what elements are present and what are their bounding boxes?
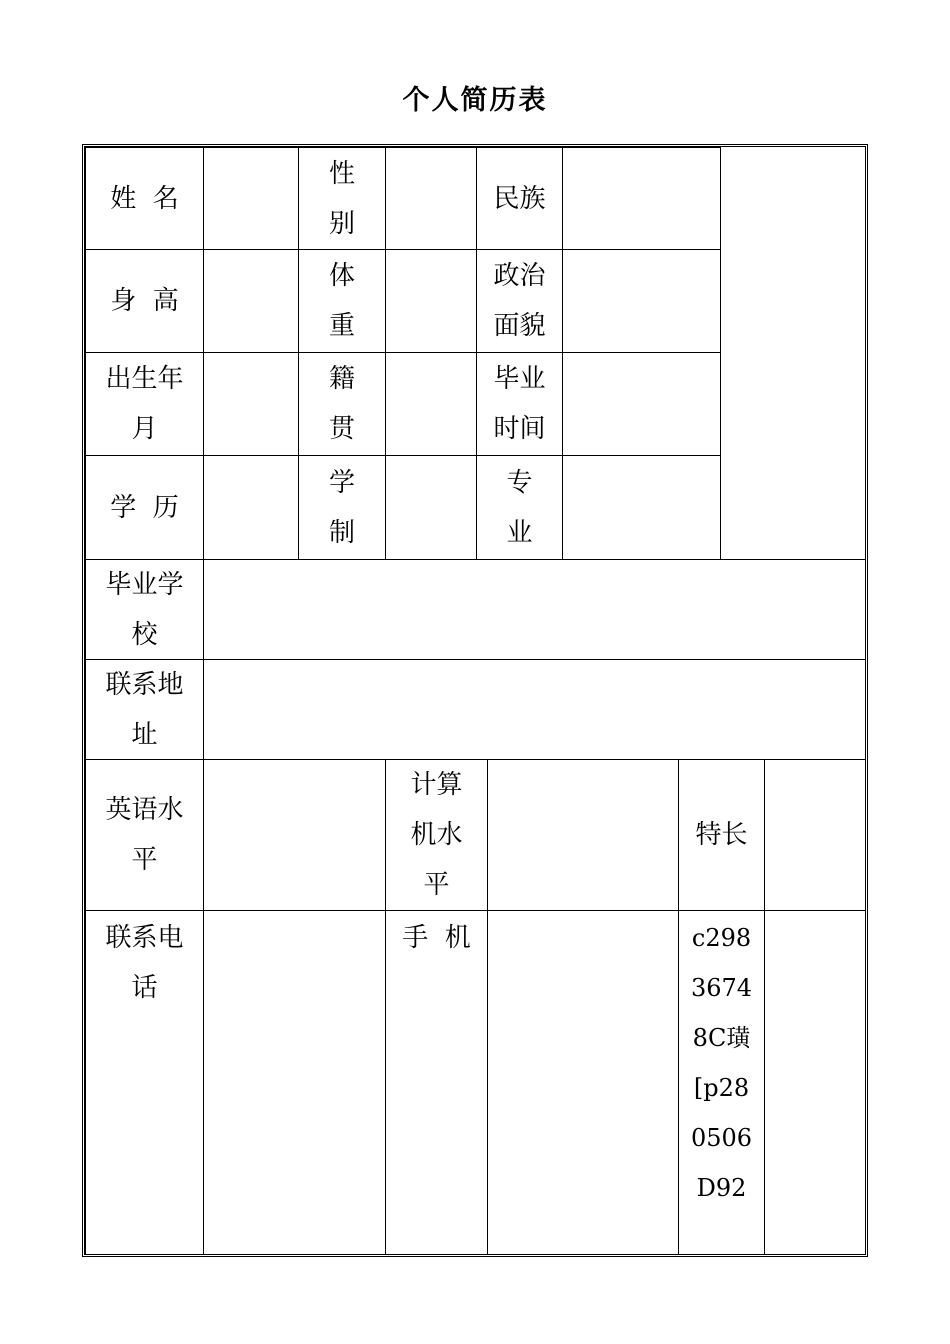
- label-birth: 出生年月: [85, 352, 204, 456]
- label-specialty: 特长: [678, 759, 765, 911]
- field-computer[interactable]: [487, 759, 679, 911]
- label-school: 毕业学校: [85, 559, 204, 660]
- field-weight[interactable]: [385, 249, 477, 353]
- label-english: 英语水平: [85, 759, 204, 911]
- field-graduation-time[interactable]: [562, 352, 721, 456]
- label-weight: 体重: [298, 249, 386, 353]
- label-computer: 计算机水平: [385, 759, 488, 911]
- field-major[interactable]: [562, 455, 721, 560]
- field-extra[interactable]: [764, 910, 865, 1254]
- field-gender[interactable]: [385, 147, 477, 250]
- label-address: 联系地址: [85, 659, 204, 760]
- field-native-place[interactable]: [385, 352, 477, 456]
- label-graduation-time: 毕业时间: [476, 352, 563, 456]
- field-education[interactable]: [203, 455, 299, 560]
- field-phone[interactable]: [203, 910, 386, 1254]
- field-mobile[interactable]: [487, 910, 679, 1254]
- field-school[interactable]: [203, 559, 865, 660]
- label-name: 姓 名: [85, 147, 204, 250]
- page-title: 个人简历表: [402, 85, 548, 116]
- photo-area: [720, 147, 865, 560]
- label-political-status: 政治面貌: [476, 249, 563, 353]
- label-mobile: 手 机: [385, 910, 488, 1254]
- label-ethnicity: 民族: [476, 147, 563, 250]
- field-ethnicity[interactable]: [562, 147, 721, 250]
- field-address[interactable]: [203, 659, 865, 760]
- field-english[interactable]: [203, 759, 386, 911]
- label-gender: 性别: [298, 147, 386, 250]
- field-height[interactable]: [203, 249, 299, 353]
- field-schooling-length[interactable]: [385, 455, 477, 560]
- label-schooling-length: 学制: [298, 455, 386, 560]
- resume-table: [82, 144, 868, 1257]
- label-height: 身 高: [85, 249, 204, 353]
- label-native-place: 籍贯: [298, 352, 386, 456]
- field-specialty[interactable]: [764, 759, 865, 911]
- label-major: 专业: [476, 455, 563, 560]
- field-name[interactable]: [203, 147, 299, 250]
- stray-text: c29836748C璜[p280506D92: [678, 910, 765, 1254]
- label-phone: 联系电话: [85, 910, 204, 1254]
- field-political-status[interactable]: [562, 249, 721, 353]
- field-birth[interactable]: [203, 352, 299, 456]
- label-education: 学 历: [85, 455, 204, 560]
